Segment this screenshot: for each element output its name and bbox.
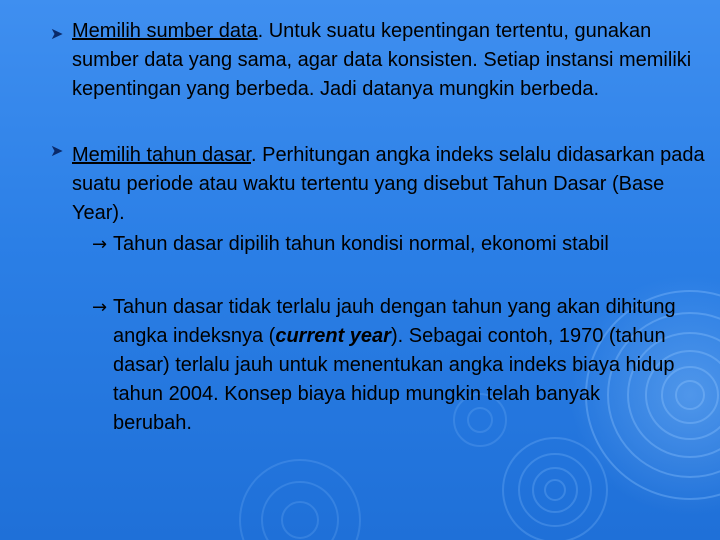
sub-point-2-text-after: ). Sebagai contoh, 1970 (tahun dasar) terlalu jauh untuk menentukan angka indeks biaya hidup tahun 2004. Konsep biaya hidup mungkin telah banyak berubah.: [113, 325, 675, 434]
point-1: [72, 17, 712, 104]
arrowhead-bullet-icon: ➤: [50, 141, 64, 160]
sub-point-1-text: Tahun dasar dipilih tahun kondisi normal, ekonomi stabil: [113, 233, 609, 255]
point-2-heading: Memilih tahun dasar: [72, 144, 251, 166]
right-arrow-icon: →: [92, 297, 108, 318]
point-1-heading: Memilih sumber data: [72, 20, 258, 42]
point-2: [72, 141, 712, 228]
point-2-text: . Perhitungan angka indeks selalu didasarkan pada suatu periode atau waktu tertentu yang disebut Tahun Dasar (Base Year).: [72, 144, 705, 224]
sub-point-1: [113, 230, 683, 259]
point-1-text: . Untuk suatu kepentingan tertentu, gunakan sumber data yang sama, agar data konsisten. Setiap instansi memiliki kepentingan yang berbeda. Jadi datanya mungkin berbeda.: [72, 20, 692, 100]
sub-point-2-text-before: Tahun dasar tidak terlalu jauh dengan tahun yang akan dihitung angka indeksnya (: [113, 296, 676, 347]
arrowhead-bullet-icon: ➤: [50, 24, 64, 43]
current-year-emphasis: current year: [275, 325, 391, 347]
right-arrow-icon: →: [92, 234, 108, 255]
sub-point-2: [113, 293, 683, 438]
